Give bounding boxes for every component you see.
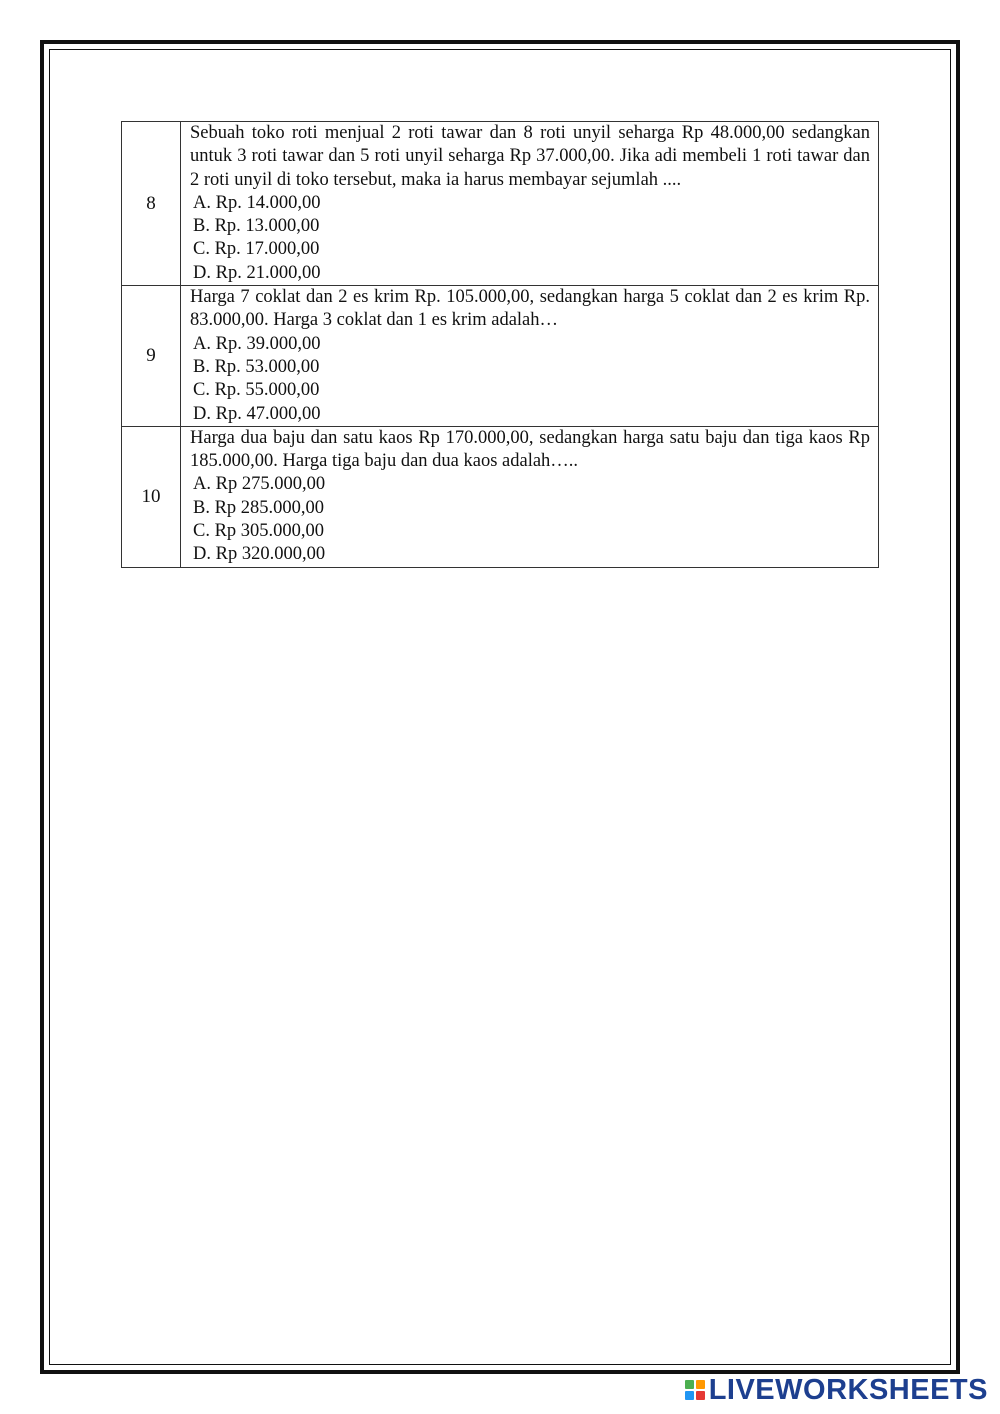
question-text: Harga dua baju dan satu kaos Rp 170.000,00, sedangkan harga satu baju dan tiga kaos Rp 185.000,00. Harga tiga baju dan dua kaos adalah…..: [190, 427, 870, 472]
answer-option-d[interactable]: D. Rp. 21.000,00: [193, 262, 321, 283]
logo-tile-v: [685, 1391, 694, 1400]
answer-option-b[interactable]: B. Rp. 53.000,00: [193, 356, 320, 377]
logo-tile-l: [685, 1380, 694, 1389]
liveworksheets-logo-icon: [685, 1380, 705, 1400]
liveworksheets-logo-text: LIVEWORKSHEETS: [708, 1373, 988, 1406]
answer-option-b[interactable]: B. Rp 285.000,00: [193, 497, 325, 518]
answer-option-b[interactable]: B. Rp. 13.000,00: [193, 216, 320, 237]
answer-option-c[interactable]: C. Rp. 17.000,00: [193, 239, 320, 260]
logo-tile-i: [696, 1380, 705, 1389]
question-row: [122, 426, 879, 567]
answer-option-d[interactable]: D. Rp 320.000,00: [193, 544, 326, 565]
answer-option-c[interactable]: C. Rp. 55.000,00: [193, 380, 320, 401]
question-row: [122, 122, 879, 286]
liveworksheets-logo: [685, 1374, 988, 1406]
question-content: [181, 286, 879, 427]
question-content: [181, 426, 879, 567]
question-table: [121, 121, 879, 568]
question-number: 10: [122, 426, 181, 567]
answer-option-a[interactable]: A. Rp. 39.000,00: [193, 333, 321, 354]
answer-option-a[interactable]: A. Rp 275.000,00: [193, 474, 326, 495]
question-text: Sebuah toko roti menjual 2 roti tawar dan 8 roti unyil seharga Rp 48.000,00 sedangkan untuk 3 roti tawar dan 5 roti unyil seharga Rp 37.000,00. Jika adi membeli 1 roti tawar dan 2 roti unyil di toko tersebut, maka ia harus membayar sejumlah ....: [190, 123, 870, 190]
question-row: [122, 286, 879, 427]
question-number: 8: [122, 122, 181, 286]
question-text: Harga 7 coklat dan 2 es krim Rp. 105.000,00, sedangkan harga 5 coklat dan 2 es krim Rp. 83.000,00. Harga 3 coklat dan 1 es krim adalah…: [190, 287, 870, 331]
answer-option-c[interactable]: C. Rp 305.000,00: [193, 521, 325, 542]
logo-tile-e: [696, 1391, 705, 1400]
answer-option-a[interactable]: A. Rp. 14.000,00: [193, 192, 321, 213]
question-number: 9: [122, 286, 181, 427]
answer-option-d[interactable]: D. Rp. 47.000,00: [193, 403, 321, 424]
question-content: [181, 122, 879, 286]
